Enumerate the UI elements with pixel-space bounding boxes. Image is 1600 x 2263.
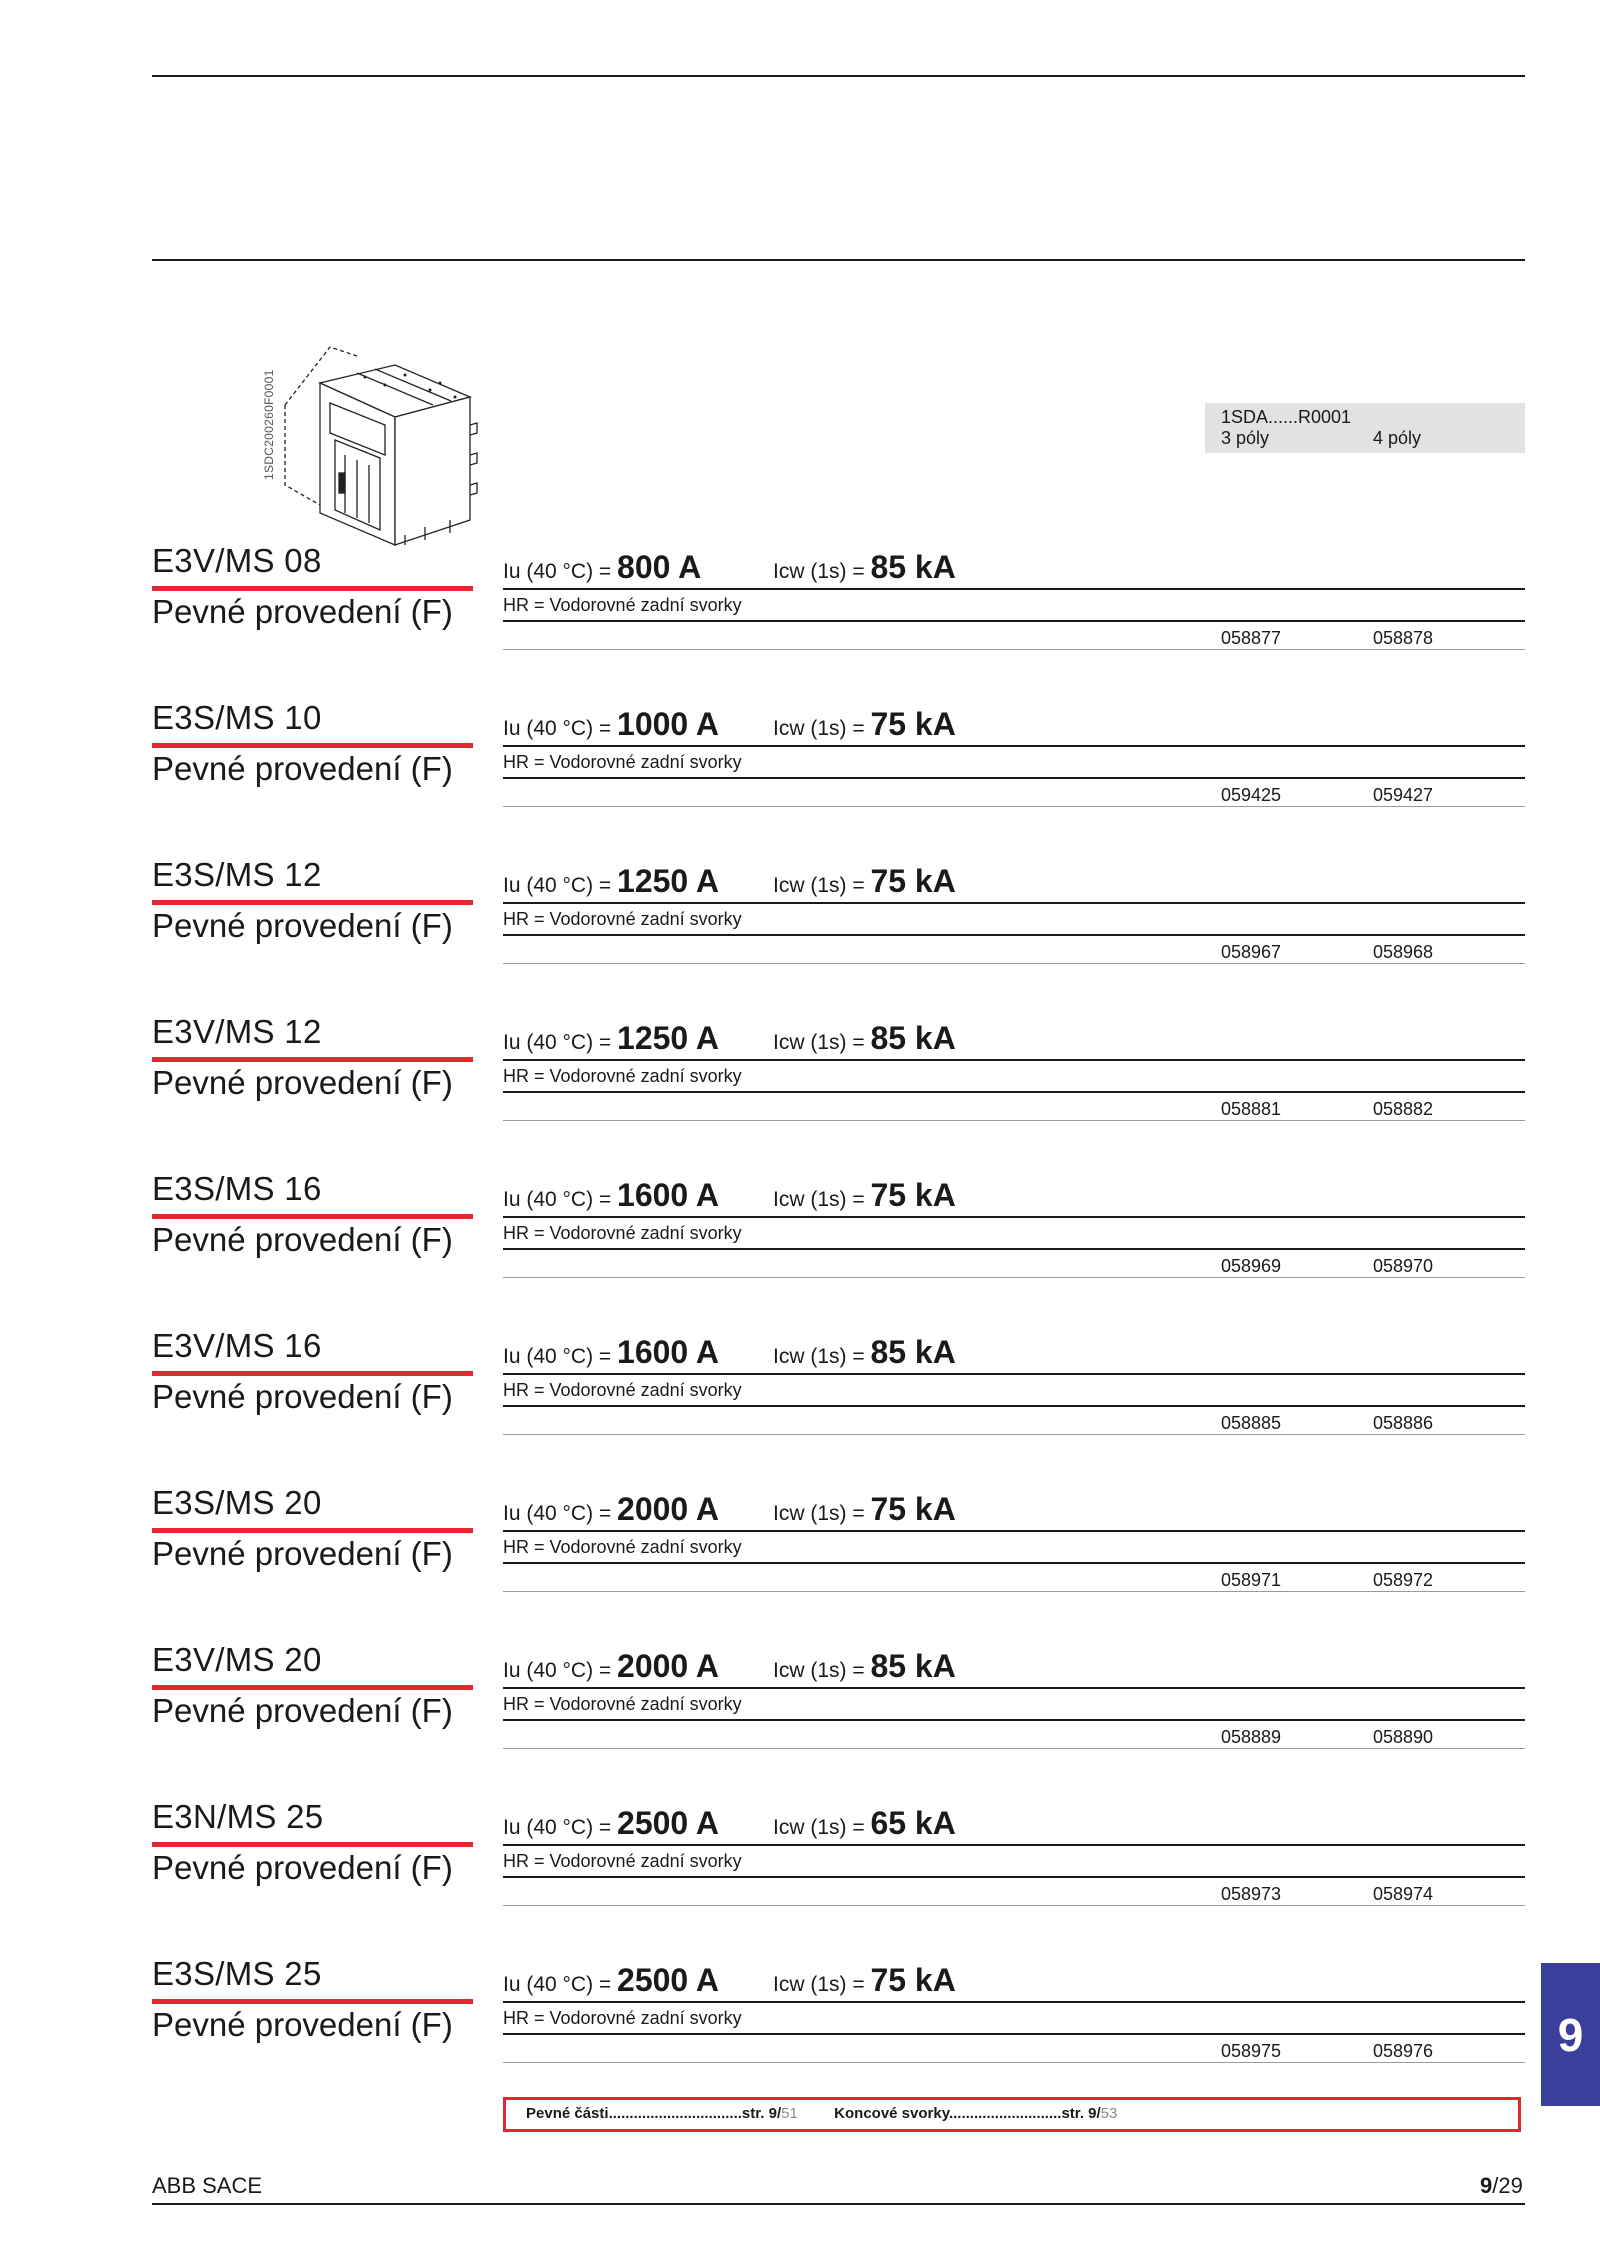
terminals-description: HR = Vodorovné zadní svorky xyxy=(503,1380,742,1400)
row-rule-thin xyxy=(503,1591,1525,1592)
product-block xyxy=(0,1013,1600,1170)
short-time-current xyxy=(773,1177,956,1214)
terminals-description: HR = Vodorovné zadní svorky xyxy=(503,595,742,615)
iu-label: Iu (40 °C) = xyxy=(503,874,618,897)
order-code-4-poles: 058970 xyxy=(1373,1256,1434,1276)
row-rule xyxy=(503,1876,1525,1878)
variant-name: Pevné provedení (F) xyxy=(152,1221,453,1258)
row-rule xyxy=(503,2001,1525,2003)
red-underline xyxy=(152,900,473,905)
ref2-page: 53 xyxy=(1100,2105,1118,2122)
row-rule-thin xyxy=(503,806,1525,807)
variant-name: Pevné provedení (F) xyxy=(152,1692,453,1729)
icw-value: 75 kA xyxy=(870,1491,956,1527)
model-name: E3V/MS 08 xyxy=(152,542,322,579)
red-underline xyxy=(152,1842,473,1847)
row-rule xyxy=(503,1530,1525,1532)
red-underline xyxy=(152,1371,473,1376)
icw-value: 75 kA xyxy=(870,863,956,899)
order-code-4-poles: 058886 xyxy=(1373,1413,1434,1433)
short-time-current xyxy=(773,1648,956,1685)
variant-name: Pevné provedení (F) xyxy=(152,750,453,787)
footer-rule xyxy=(152,2203,1525,2205)
iu-value: 2500 A xyxy=(617,1805,720,1841)
iu-label: Iu (40 °C) = xyxy=(503,1816,618,1839)
short-time-current xyxy=(773,1805,956,1842)
icw-label: Icw (1s) = xyxy=(773,1188,871,1211)
ref1-label: Pevné části xyxy=(526,2105,609,2122)
icw-value: 75 kA xyxy=(870,1177,956,1213)
model-name: E3V/MS 12 xyxy=(152,1013,322,1050)
iu-label: Iu (40 °C) = xyxy=(503,717,618,740)
icw-value: 75 kA xyxy=(870,1962,956,1998)
variant-name: Pevné provedení (F) xyxy=(152,1378,453,1415)
product-block xyxy=(0,1798,1600,1955)
row-rule xyxy=(503,934,1525,936)
iu-value: 2500 A xyxy=(617,1962,720,1998)
short-time-current xyxy=(773,1334,956,1371)
iu-label: Iu (40 °C) = xyxy=(503,1973,618,1996)
rated-current xyxy=(503,706,719,743)
product-block xyxy=(0,1484,1600,1641)
icw-value: 85 kA xyxy=(870,549,956,585)
icw-label: Icw (1s) = xyxy=(773,560,871,583)
icw-value: 85 kA xyxy=(870,1020,956,1056)
variant-name: Pevné provedení (F) xyxy=(152,1849,453,1886)
variant-name: Pevné provedení (F) xyxy=(152,1064,453,1101)
footer-company: ABB SACE xyxy=(152,2173,263,2198)
terminals-description: HR = Vodorovné zadní svorky xyxy=(503,1694,742,1714)
product-block xyxy=(0,1327,1600,1484)
iu-value: 2000 A xyxy=(617,1491,720,1527)
icw-value: 75 kA xyxy=(870,706,956,742)
terminals-description: HR = Vodorovné zadní svorky xyxy=(503,2008,742,2028)
iu-value: 1000 A xyxy=(617,706,720,742)
icw-value: 85 kA xyxy=(870,1334,956,1370)
row-rule-thin xyxy=(503,1748,1525,1749)
icw-label: Icw (1s) = xyxy=(773,717,871,740)
terminals-description: HR = Vodorovné zadní svorky xyxy=(503,752,742,772)
icw-label: Icw (1s) = xyxy=(773,1659,871,1682)
rated-current xyxy=(503,1962,719,1999)
row-rule xyxy=(503,2033,1525,2035)
row-rule xyxy=(503,1562,1525,1564)
iu-value: 1600 A xyxy=(617,1177,720,1213)
variant-name: Pevné provedení (F) xyxy=(152,1535,453,1572)
page-chapter: 9 xyxy=(1480,2173,1493,2198)
red-underline xyxy=(152,1685,473,1690)
ref-terminals-link[interactable] xyxy=(834,2105,1117,2122)
row-rule-thin xyxy=(503,649,1525,650)
product-block xyxy=(0,1641,1600,1798)
order-code-3-poles: 058877 xyxy=(1221,628,1282,648)
cross-reference-text xyxy=(526,2105,1117,2122)
iu-label: Iu (40 °C) = xyxy=(503,1502,618,1525)
red-underline xyxy=(152,586,473,591)
order-code-3-poles: 058975 xyxy=(1221,2041,1282,2061)
red-underline xyxy=(152,743,473,748)
variant-name: Pevné provedení (F) xyxy=(152,907,453,944)
short-time-current xyxy=(773,706,956,743)
ref2-label: Koncové svorky xyxy=(834,2105,949,2122)
icw-label: Icw (1s) = xyxy=(773,1345,871,1368)
ref1-page: 51 xyxy=(781,2105,798,2122)
model-name: E3S/MS 16 xyxy=(152,1170,322,1207)
product-block xyxy=(0,1170,1600,1327)
product-block xyxy=(0,1955,1600,2112)
short-time-current xyxy=(773,1962,956,1999)
order-code-4-poles: 058972 xyxy=(1373,1570,1434,1590)
row-rule xyxy=(503,1248,1525,1250)
order-code-3-poles: 058973 xyxy=(1221,1884,1282,1904)
order-code-4-poles: 058878 xyxy=(1373,628,1434,648)
order-code-3-poles: 059425 xyxy=(1221,785,1282,805)
short-time-current xyxy=(773,863,956,900)
row-rule xyxy=(503,1091,1525,1093)
order-code-4-poles: 058976 xyxy=(1373,2041,1434,2061)
order-code-3-poles: 058969 xyxy=(1221,1256,1282,1276)
row-rule-thin xyxy=(503,963,1525,964)
model-name: E3V/MS 16 xyxy=(152,1327,322,1364)
short-time-current xyxy=(773,1491,956,1528)
row-rule xyxy=(503,620,1525,622)
icw-label: Icw (1s) = xyxy=(773,1973,871,1996)
model-name: E3S/MS 20 xyxy=(152,1484,322,1521)
iu-value: 800 A xyxy=(617,549,702,585)
iu-value: 2000 A xyxy=(617,1648,720,1684)
product-block xyxy=(0,856,1600,1013)
terminals-description: HR = Vodorovné zadní svorky xyxy=(503,1223,742,1243)
rated-current xyxy=(503,1648,719,1685)
rated-current xyxy=(503,1805,719,1842)
iu-value: 1250 A xyxy=(617,1020,720,1056)
row-rule-thin xyxy=(503,2062,1525,2063)
section-rule xyxy=(152,259,1525,261)
icw-label: Icw (1s) = xyxy=(773,1031,871,1054)
terminals-description: HR = Vodorovné zadní svorky xyxy=(503,1537,742,1557)
row-rule xyxy=(503,745,1525,747)
row-rule xyxy=(503,1216,1525,1218)
icw-value: 65 kA xyxy=(870,1805,956,1841)
iu-value: 1600 A xyxy=(617,1334,720,1370)
column-header-4-poles: 4 póly xyxy=(1373,428,1422,448)
order-code-4-poles: 059427 xyxy=(1373,785,1434,805)
order-code-3-poles: 058881 xyxy=(1221,1099,1282,1119)
iu-label: Iu (40 °C) = xyxy=(503,560,618,583)
model-name: E3N/MS 25 xyxy=(152,1798,324,1835)
row-rule-thin xyxy=(503,1434,1525,1435)
ref2-prefix: str. 9/ xyxy=(1061,2105,1101,2122)
icw-label: Icw (1s) = xyxy=(773,1502,871,1525)
row-rule xyxy=(503,1405,1525,1407)
product-block xyxy=(0,699,1600,856)
row-rule xyxy=(503,1687,1525,1689)
ref-fixed-parts-link[interactable] xyxy=(526,2105,798,2122)
product-block xyxy=(0,542,1600,699)
rated-current xyxy=(503,1334,719,1371)
model-name: E3S/MS 10 xyxy=(152,699,322,736)
order-code-3-poles: 058967 xyxy=(1221,942,1282,962)
terminals-description: HR = Vodorovné zadní svorky xyxy=(503,1066,742,1086)
order-code-3-poles: 058885 xyxy=(1221,1413,1282,1433)
chapter-tab[interactable]: 9 xyxy=(1541,1963,1600,2106)
red-underline xyxy=(152,1999,473,2004)
rated-current xyxy=(503,1177,719,1214)
short-time-current xyxy=(773,1020,956,1057)
order-code-3-poles: 058889 xyxy=(1221,1727,1282,1747)
variant-name: Pevné provedení (F) xyxy=(152,593,453,630)
ref1-dots: ................................ xyxy=(608,2105,742,2122)
row-rule xyxy=(503,777,1525,779)
iu-label: Iu (40 °C) = xyxy=(503,1031,618,1054)
column-header-code: 1SDA......R0001 xyxy=(1221,407,1352,427)
red-underline xyxy=(152,1057,473,1062)
circuit-breaker-illustration xyxy=(265,345,485,550)
iu-label: Iu (40 °C) = xyxy=(503,1188,618,1211)
order-code-4-poles: 058890 xyxy=(1373,1727,1434,1747)
ref2-dots: ........................... xyxy=(948,2105,1062,2122)
rated-current xyxy=(503,863,719,900)
iu-label: Iu (40 °C) = xyxy=(503,1345,618,1368)
rated-current xyxy=(503,1491,719,1528)
iu-value: 1250 A xyxy=(617,863,720,899)
top-rule xyxy=(152,75,1525,77)
order-code-4-poles: 058968 xyxy=(1373,942,1434,962)
rated-current xyxy=(503,1020,719,1057)
iu-label: Iu (40 °C) = xyxy=(503,1659,618,1682)
row-rule-thin xyxy=(503,1905,1525,1906)
row-rule-thin xyxy=(503,1120,1525,1121)
order-code-4-poles: 058974 xyxy=(1373,1884,1434,1904)
variant-name: Pevné provedení (F) xyxy=(152,2006,453,2043)
row-rule xyxy=(503,1373,1525,1375)
rated-current xyxy=(503,549,701,586)
red-underline xyxy=(152,1528,473,1533)
terminals-description: HR = Vodorovné zadní svorky xyxy=(503,1851,742,1871)
illustration-code: 1SDC200260F0001 xyxy=(262,369,276,480)
column-header-3-poles: 3 póly xyxy=(1221,428,1270,448)
row-rule xyxy=(503,1059,1525,1061)
red-underline xyxy=(152,1214,473,1219)
icw-label: Icw (1s) = xyxy=(773,1816,871,1839)
model-name: E3V/MS 20 xyxy=(152,1641,322,1678)
model-name: E3S/MS 25 xyxy=(152,1955,322,1992)
row-rule-thin xyxy=(503,1277,1525,1278)
ref1-prefix: str. 9/ xyxy=(741,2105,782,2122)
row-rule xyxy=(503,1719,1525,1721)
footer-page-number xyxy=(1480,2173,1523,2199)
row-rule xyxy=(503,1844,1525,1846)
icw-label: Icw (1s) = xyxy=(773,874,871,897)
icw-value: 85 kA xyxy=(870,1648,956,1684)
page-rest: /29 xyxy=(1492,2173,1523,2198)
short-time-current xyxy=(773,549,956,586)
row-rule xyxy=(503,588,1525,590)
model-name: E3S/MS 12 xyxy=(152,856,322,893)
row-rule xyxy=(503,902,1525,904)
terminals-description: HR = Vodorovné zadní svorky xyxy=(503,909,742,929)
order-code-3-poles: 058971 xyxy=(1221,1570,1282,1590)
order-code-4-poles: 058882 xyxy=(1373,1099,1434,1119)
